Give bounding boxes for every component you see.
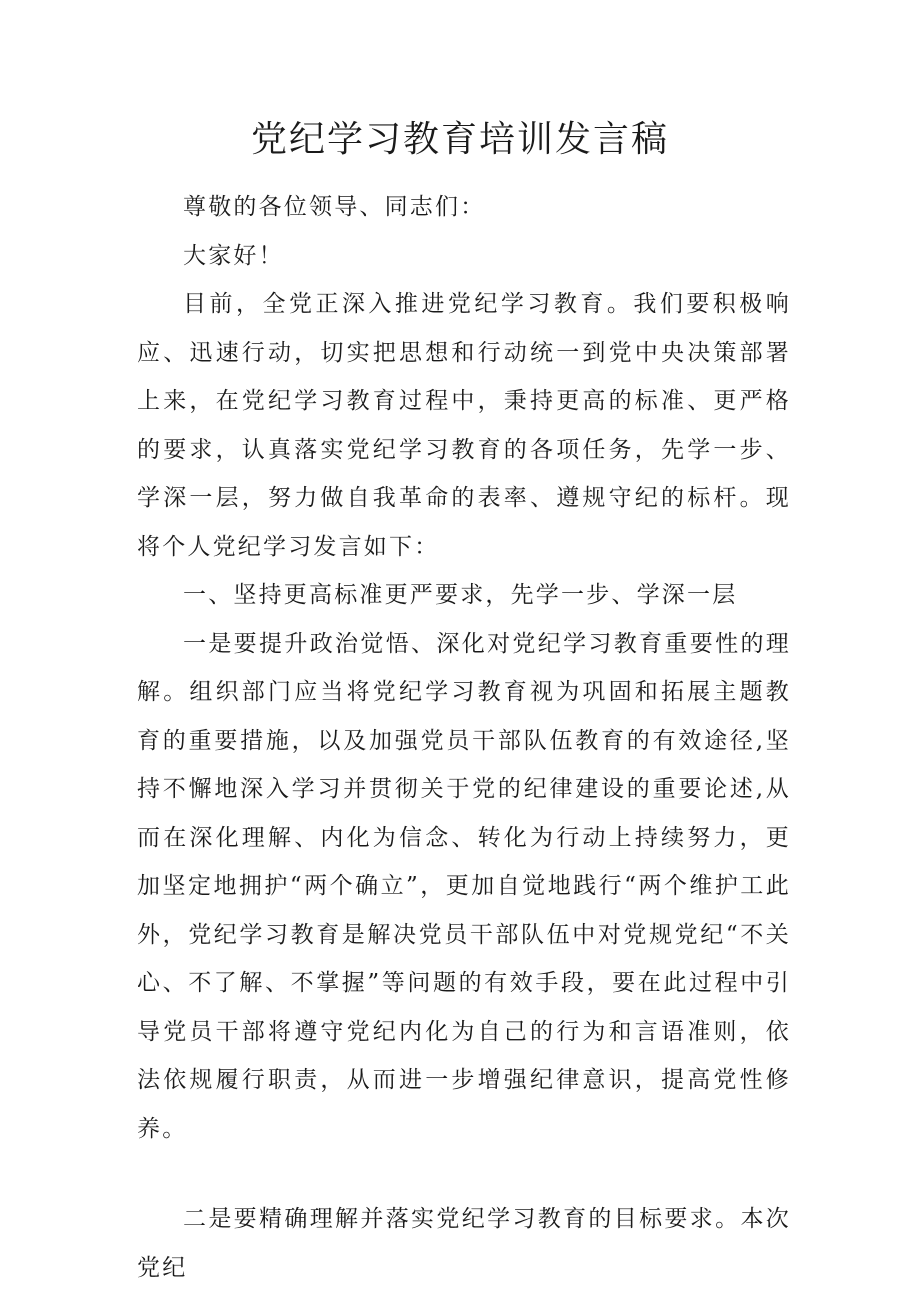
point-two-paragraph: 二是要精确理解并落实党纪学习教育的目标要求。本次党纪 bbox=[137, 1206, 791, 1281]
greeting: 大家好！ bbox=[183, 242, 284, 269]
document-title: 党纪学习教育培训发言稿 bbox=[250, 119, 669, 160]
document-body bbox=[137, 183, 791, 1292]
section-heading: 一、坚持更高标准更严要求，先学一步、学深一层 bbox=[183, 582, 738, 608]
intro-paragraph: 目前，全党正深入推进党纪学习教育。我们要积极响应、迅速行动，切实把思想和行动统一到党中央决策部署上来，在党纪学习教育过程中，秉持更高的标准、更严格的要求，认真落实党纪学习教育的各项任务，先学一步、学深一层，努力做自我革命的表率、遵规守纪的标杆。现将个人党纪学习发言如下： bbox=[137, 291, 791, 560]
salutation: 尊敬的各位领导、同志们： bbox=[183, 194, 486, 220]
point-one-paragraph: 一是要提升政治觉悟、深化对党纪学习教育重要性的理解。组织部门应当将党纪学习教育视为巩固和拓展主题教育的重要措施，以及加强党员干部队伍教育的有效途径,坚持不懈地深入学习并贯彻关于党的纪律建设的重要论述,从而在深化理解、内化为信念、转化为行动上持续努力，更加坚定地拥护“两个确立”，更加自觉地践行“两个维护工此外，党纪学习教育是解决党员干部队伍中对党规党纪“不关心、不了解、不掌握”等问题的有效手段，要在此过程中引导党员干部将遵守党纪内化为自己的行为和言语准则，依法依规履行职责，从而进一步增强纪律意识，提高党性修养。 bbox=[137, 630, 791, 1142]
